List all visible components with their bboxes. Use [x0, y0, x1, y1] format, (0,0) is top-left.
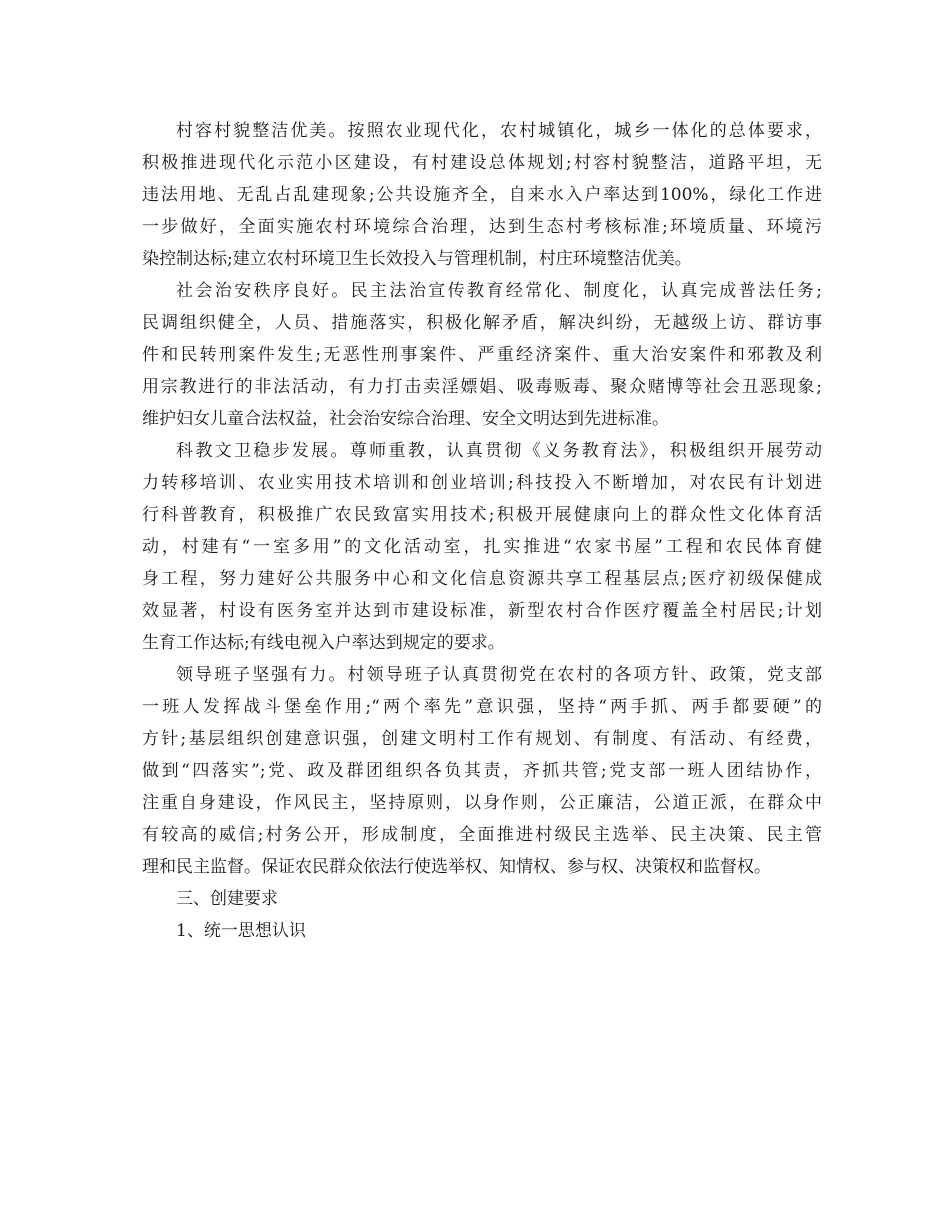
text-line: 做到“四落实”;党、政及群团组织各负其责，齐抓共管;党支部一班人团结协作， — [142, 761, 822, 781]
paragraph-public-security — [142, 275, 822, 435]
section-heading-block — [142, 883, 822, 915]
subheading: 1、统一思想认识 — [176, 921, 306, 941]
text-line: 维护妇女儿童合法权益，社会治安综合治理、安全文明达到先进标准。 — [142, 409, 669, 429]
paragraph-village-appearance — [142, 115, 822, 275]
text-line: 一步做好，全面实施农村环境综合治理，达到生态村考核标准;环境质量、环境污 — [142, 217, 822, 237]
text-line: 方针;基层组织创建意识强，创建文明村工作有规划、有制度、有活动、有经费， — [142, 729, 822, 749]
text-line: 民调组织健全，人员、措施落实，积极化解矛盾，解决纠纷，无越级上访、群访事 — [142, 313, 822, 333]
text-line: 理和民主监督。保证农民群众依法行使选举权、知情权、参与权、决策权和监督权。 — [142, 857, 771, 877]
paragraph-leadership — [142, 659, 822, 883]
document-page — [142, 115, 822, 947]
text-line: 动，村建有“一室多用”的文化活动室，扎实推进“农家书屋”工程和农民体育健 — [142, 537, 822, 557]
text-line: 力转移培训、农业实用技术培训和创业培训;科技投入不断增加，对农民有计划进 — [142, 473, 822, 493]
text-line: 效显著，村设有医务室并达到市建设标准，新型农村合作医疗覆盖全村居民;计划 — [142, 601, 822, 621]
text-line: 有较高的威信;村务公开，形成制度，全面推进村级民主选举、民主决策、民主管 — [142, 825, 822, 845]
text-line: 行科普教育，积极推广农民致富实用技术;积极开展健康向上的群众性文化体育活 — [142, 505, 822, 525]
text-line: 领导班子坚强有力。村领导班子认真贯彻党在农村的各项方针、政策，党支部 — [176, 665, 822, 685]
text-line: 染控制达标;建立农村环境卫生长效投入与管理机制，村庄环境整洁优美。 — [142, 249, 692, 269]
text-line: 生育工作达标;有线电视入户率达到规定的要求。 — [142, 633, 505, 653]
text-line: 违法用地、无乱占乱建现象;公共设施齐全，自来水入户率达到100%，绿化工作进 — [142, 185, 822, 205]
text-line: 科教文卫稳步发展。尊师重教，认真贯彻《义务教育法》，积极组织开展劳动 — [176, 441, 822, 461]
text-line: 村容村貌整洁优美。按照农业现代化，农村城镇化，城乡一体化的总体要求， — [176, 121, 822, 141]
text-line: 用宗教进行的非法活动，有力打击卖淫嫖娼、吸毒贩毒、聚众赌博等社会丑恶现象; — [142, 377, 822, 397]
text-line: 社会治安秩序良好。民主法治宣传教育经常化、制度化，认真完成普法任务; — [176, 281, 822, 301]
paragraph-science-education — [142, 435, 822, 659]
text-line: 身工程，努力建好公共服务中心和文化信息资源共享工程基层点;医疗初级保健成 — [142, 569, 822, 589]
text-line: 件和民转刑案件发生;无恶性刑事案件、严重经济案件、重大治安案件和邪教及利 — [142, 345, 822, 365]
section-heading: 三、创建要求 — [176, 889, 278, 909]
text-line: 积极推进现代化示范小区建设，有村建设总体规划;村容村貌整洁，道路平坦，无 — [142, 153, 822, 173]
text-line: 注重自身建设，作风民主，坚持原则，以身作则，公正廉洁，公道正派，在群众中 — [142, 793, 822, 813]
text-line: 一班人发挥战斗堡垒作用;“两个率先”意识强，坚持“两手抓、两手都要硬”的 — [142, 697, 822, 717]
subheading-block — [142, 915, 822, 947]
